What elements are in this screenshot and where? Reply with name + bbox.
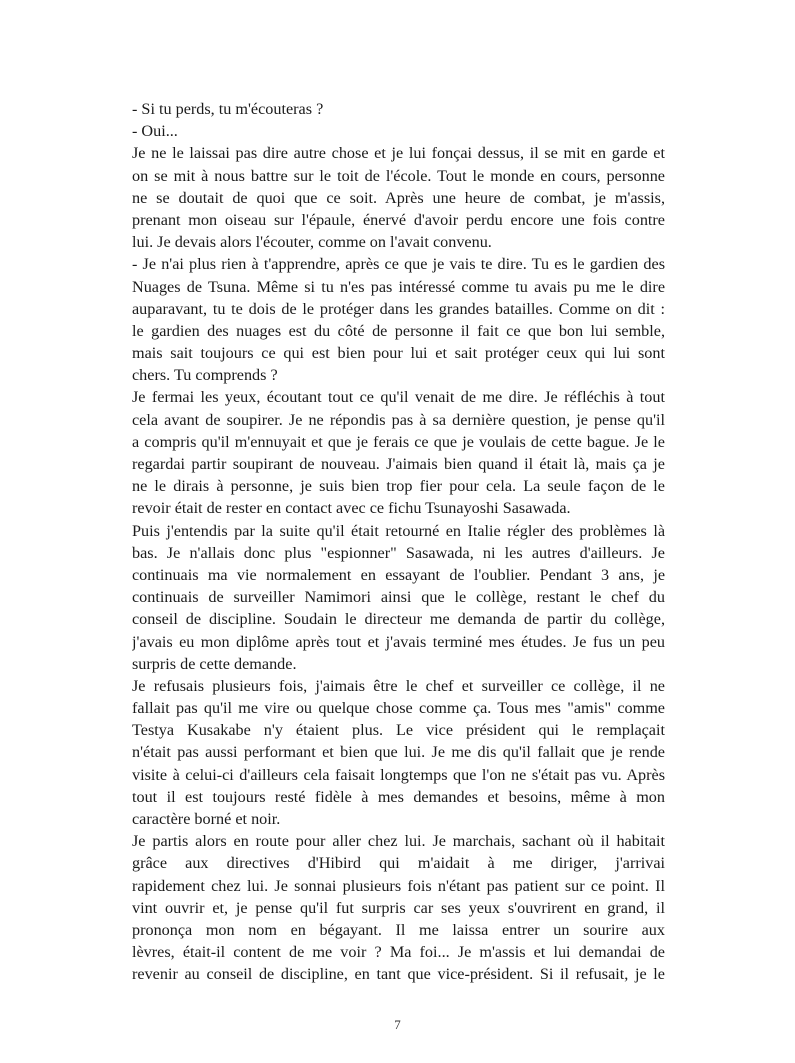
text-line: n'était pas aussi performant et bien que lui. Je me dis qu'il fallait que je rende — [132, 743, 665, 762]
text-line: revenir au conseil de discipline, en tant que vice-président. Si il refusait, je le — [132, 965, 665, 984]
text-line: Puis j'entendis par la suite qu'il était retourné en Italie régler des problèmes là — [132, 521, 665, 540]
text-line: bas. Je n'allais donc plus "espionner" Sasawada, ni les autres d'ailleurs. Je — [132, 543, 665, 562]
text-line: rapidement chez lui. Je sonnai plusieurs fois n'étant pas patient sur ce point. Il — [132, 876, 665, 895]
text-line: prenant mon oiseau sur l'épaule, énervé d'avoir perdu encore une fois contre — [132, 210, 665, 229]
document-body — [132, 98, 665, 986]
text-line: caractère borné et noir. — [132, 810, 281, 828]
text-line: tout il est toujours resté fidèle à mes demandes et besoins, même à mon — [132, 787, 665, 806]
text-line: visite à celui-ci d'ailleurs cela faisait longtemps que l'on ne s'était pas vu. Après — [132, 765, 665, 784]
text-line: - Si tu perds, tu m'écouteras ? — [132, 100, 324, 118]
text-line: conseil de discipline. Soudain le directeur me demanda de partir du collège, — [132, 610, 665, 629]
text-line: prononça mon nom en bégayant. Il me laissa entrer un sourire aux — [132, 920, 665, 939]
text-line: surpris de cette demande. — [132, 654, 297, 673]
text-line: a compris qu'il m'ennuyait et que je ferais ce que je voulais de cette bague. Je le — [132, 432, 665, 451]
text-line: continuais ma vie normalement en essayant de l'oublier. Pendant 3 ans, je — [132, 565, 665, 584]
text-line: lui. Je devais alors l'écouter, comme on l'avait convenu. — [132, 233, 492, 252]
text-line: Nuages de Tsuna. Même si tu n'es pas intéressé comme tu avais pu me le dire — [132, 277, 665, 296]
text-line: mais sait toujours ce qui est bien pour lui et sait protéger ceux qui lui sont — [132, 344, 665, 363]
text-line: cela avant de soupirer. Je ne répondis pas à sa dernière question, je pense qu'il — [132, 410, 665, 429]
text-line: regardai partir soupirant de nouveau. J'aimais bien quand il était là, mais ça je — [132, 455, 665, 473]
text-line: - Oui... — [132, 122, 178, 141]
text-line: Je fermai les yeux, écoutant tout ce qu'il venait de me dire. Je réfléchis à tout — [132, 388, 665, 407]
text-line: le gardien des nuages est du côté de personne il fait ce que bon lui semble, — [132, 321, 665, 340]
text-line: ne se doutait de quoi que ce soit. Après une heure de combat, je m'assis, — [132, 188, 665, 207]
text-line: auparavant, tu te dois de le protéger dans les grandes batailles. Comme on dit : — [132, 299, 665, 318]
text-line: grâce aux directives d'Hibird qui m'aidait à me diriger, j'arrivai — [132, 854, 665, 873]
text-line: j'avais eu mon diplôme après tout et j'avais terminé mes études. Je fus un peu — [132, 632, 665, 651]
text-line: ne le dirais à personne, je suis bien trop fier pour cela. La seule façon de le — [132, 477, 665, 496]
text-line: continuais de surveiller Namimori ainsi que le collège, restant le chef du — [132, 588, 665, 607]
text-line: Je refusais plusieurs fois, j'aimais être le chef et surveiller ce collège, il ne — [132, 676, 665, 695]
page-number: 7 — [394, 1017, 401, 1032]
text-line: vint ouvrir et, je pense qu'il fut surpris car ses yeux s'ouvrirent en grand, il — [132, 898, 665, 917]
text-line: Testya Kusakabe n'y étaient plus. Le vice président qui le remplaçait — [132, 721, 665, 740]
text-line: Je partis alors en route pour aller chez lui. Je marchais, sachant où il habitait — [132, 832, 665, 851]
text-line: revoir était de rester en contact avec ce fichu Tsunayoshi Sasawada. — [132, 499, 571, 518]
text-line: lèvres, était-il content de me voir ? Ma foi... Je m'assis et lui demandai de — [132, 943, 665, 962]
text-line: - Je n'ai plus rien à t'apprendre, après ce que je vais te dire. Tu es le gardien des — [132, 255, 665, 274]
text-line: on se mit à nous battre sur le toit de l'école. Tout le monde en cours, personne — [132, 166, 665, 185]
text-line: chers. Tu comprends ? — [132, 366, 278, 385]
text-line: Je ne le laissai pas dire autre chose et je lui fonçai dessus, il se mit en garde et — [132, 144, 665, 163]
text-line: fallait pas qu'il me vire ou quelque chose comme ça. Tous mes "amis" comme — [132, 699, 665, 718]
